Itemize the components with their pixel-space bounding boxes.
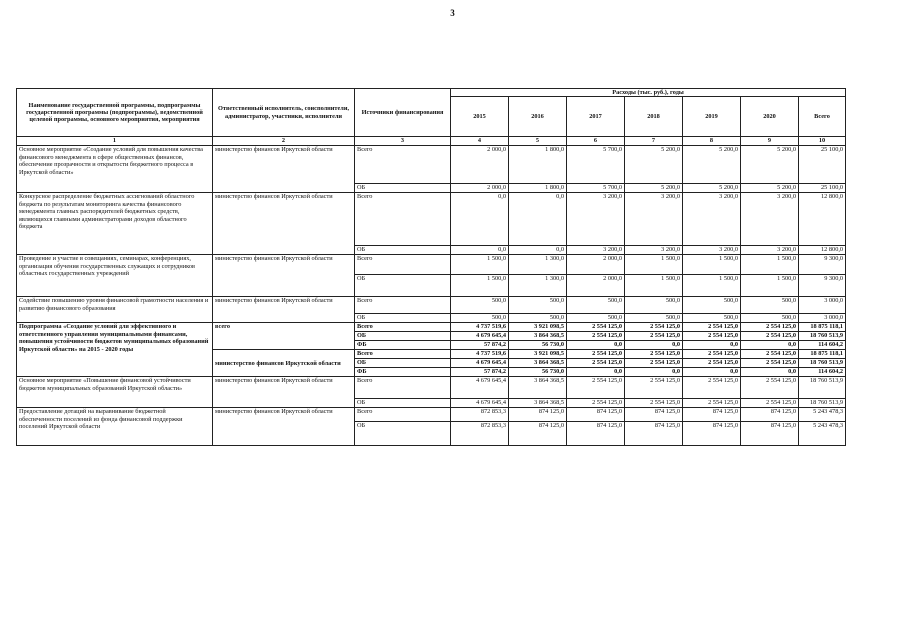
responsible-executor: министерство финансов Иркутской области <box>213 146 355 193</box>
value-cell: 4 679 645,4 <box>451 377 509 399</box>
value-cell: 2 554 125,0 <box>741 359 799 368</box>
value-cell: 874 125,0 <box>683 422 741 446</box>
value-cell: 874 125,0 <box>509 422 567 446</box>
funding-source: ОБ <box>355 399 451 408</box>
value-cell: 2 554 125,0 <box>683 377 741 399</box>
header-responsible: Ответственный исполнитель, соисполнители, администратор, участники, исполнители <box>213 89 355 137</box>
total-cell: 5 243 478,3 <box>799 422 846 446</box>
subprogram-name: Подпрограмма «Создание условий для эффективного и ответственного управления муниципальными финансами, повышения устойчивости бюджетов муниципальных образований Иркутской области» на 2015 - 2020 годы <box>17 323 213 377</box>
total-cell: 114 604,2 <box>799 341 846 350</box>
value-cell: 3 921 098,5 <box>509 350 567 359</box>
value-cell: 2 000,0 <box>567 255 625 275</box>
value-cell: 3 864 368,5 <box>509 332 567 341</box>
value-cell: 1 500,0 <box>741 255 799 275</box>
value-cell: 500,0 <box>567 314 625 323</box>
value-cell: 3 200,0 <box>741 193 799 246</box>
value-cell: 2 554 125,0 <box>683 350 741 359</box>
value-cell: 1 800,0 <box>509 184 567 193</box>
value-cell: 3 200,0 <box>625 193 683 246</box>
funding-source: ОБ <box>355 184 451 193</box>
funding-source: Всего <box>355 146 451 184</box>
value-cell: 500,0 <box>509 314 567 323</box>
value-cell: 0,0 <box>451 193 509 246</box>
value-cell: 2 000,0 <box>567 275 625 297</box>
value-cell: 3 864 368,5 <box>509 359 567 368</box>
column-number: 8 <box>683 137 741 146</box>
column-number: 3 <box>355 137 451 146</box>
responsible-executor: министерство финансов Иркутской области <box>213 297 355 323</box>
column-number: 4 <box>451 137 509 146</box>
column-number: 7 <box>625 137 683 146</box>
subprogram-row <box>17 323 846 332</box>
header-source: Источники финансирования <box>355 89 451 137</box>
column-number: 6 <box>567 137 625 146</box>
value-cell: 0,0 <box>741 341 799 350</box>
value-cell: 5 700,0 <box>567 184 625 193</box>
value-cell: 3 864 368,5 <box>509 399 567 408</box>
activity-name: Предоставление дотаций на выравнивание бюджетной обеспеченности поселений из фонда финансовой поддержки поселений Иркутской области <box>17 408 213 446</box>
value-cell: 5 200,0 <box>625 146 683 184</box>
value-cell: 0,0 <box>625 341 683 350</box>
value-cell: 500,0 <box>567 297 625 314</box>
funding-source: ОБ <box>355 422 451 446</box>
funding-source: ОБ <box>355 332 451 341</box>
column-number: 9 <box>741 137 799 146</box>
funding-source: Всего <box>355 255 451 275</box>
value-cell: 5 700,0 <box>567 146 625 184</box>
total-cell: 9 300,0 <box>799 255 846 275</box>
value-cell: 4 679 645,4 <box>451 399 509 408</box>
value-cell: 56 730,0 <box>509 368 567 377</box>
value-cell: 500,0 <box>509 297 567 314</box>
year-header: 2018 <box>625 97 683 137</box>
value-cell: 1 300,0 <box>509 275 567 297</box>
funding-source: ОБ <box>355 275 451 297</box>
table-row <box>17 297 846 314</box>
value-cell: 2 554 125,0 <box>625 332 683 341</box>
value-cell: 2 554 125,0 <box>741 377 799 399</box>
value-cell: 3 200,0 <box>625 246 683 255</box>
value-cell: 5 200,0 <box>741 146 799 184</box>
funding-source: Всего <box>355 377 451 399</box>
value-cell: 874 125,0 <box>567 408 625 422</box>
activity-name: Основное мероприятие «Создание условий для повышения качества финансового менеджмента в сфере общественных финансов, обеспечение прозрачности и открытости бюджетного процесса в Иркутской области» <box>17 146 213 193</box>
value-cell: 0,0 <box>741 368 799 377</box>
value-cell: 874 125,0 <box>741 408 799 422</box>
value-cell: 4 679 645,4 <box>451 359 509 368</box>
value-cell: 0,0 <box>509 193 567 246</box>
value-cell: 2 554 125,0 <box>625 399 683 408</box>
value-cell: 2 554 125,0 <box>683 399 741 408</box>
value-cell: 2 554 125,0 <box>741 323 799 332</box>
value-cell: 3 200,0 <box>741 246 799 255</box>
value-cell: 500,0 <box>741 297 799 314</box>
activity-name: Проведение и участие в совещаниях, семинарах, конференциях, организация обучения государственных служащих и сотрудников областных государственных учреждений <box>17 255 213 297</box>
table-row <box>17 255 846 275</box>
total-cell: 3 000,0 <box>799 314 846 323</box>
value-cell: 4 737 519,6 <box>451 323 509 332</box>
value-cell: 56 730,0 <box>509 341 567 350</box>
total-cell: 12 800,0 <box>799 193 846 246</box>
value-cell: 5 200,0 <box>683 146 741 184</box>
year-header: 2020 <box>741 97 799 137</box>
value-cell: 57 874,2 <box>451 341 509 350</box>
total-cell: 5 243 478,3 <box>799 408 846 422</box>
value-cell: 2 554 125,0 <box>683 359 741 368</box>
funding-source: ОБ <box>355 246 451 255</box>
total-cell: 18 760 513,9 <box>799 332 846 341</box>
value-cell: 3 200,0 <box>683 246 741 255</box>
responsible-executor: министерство финансов Иркутской области <box>213 377 355 408</box>
funding-source: ФБ <box>355 341 451 350</box>
value-cell: 872 853,3 <box>451 408 509 422</box>
value-cell: 2 000,0 <box>451 184 509 193</box>
total-cell: 114 604,2 <box>799 368 846 377</box>
value-cell: 5 200,0 <box>741 184 799 193</box>
value-cell: 500,0 <box>625 314 683 323</box>
funding-source: Всего <box>355 193 451 246</box>
value-cell: 2 554 125,0 <box>625 377 683 399</box>
value-cell: 3 200,0 <box>567 193 625 246</box>
value-cell: 2 554 125,0 <box>683 323 741 332</box>
responsible-executor: министерство финансов Иркутской области <box>213 408 355 446</box>
year-header: 2016 <box>509 97 567 137</box>
table-row <box>17 408 846 422</box>
value-cell: 874 125,0 <box>625 422 683 446</box>
year-header: 2015 <box>451 97 509 137</box>
value-cell: 2 554 125,0 <box>567 359 625 368</box>
value-cell: 2 554 125,0 <box>625 323 683 332</box>
value-cell: 0,0 <box>509 246 567 255</box>
value-cell: 500,0 <box>683 297 741 314</box>
value-cell: 874 125,0 <box>683 408 741 422</box>
total-cell: 18 760 513,9 <box>799 377 846 399</box>
value-cell: 4 737 519,6 <box>451 350 509 359</box>
value-cell: 874 125,0 <box>509 408 567 422</box>
total-header: Всего <box>799 97 846 137</box>
total-cell: 18 760 513,9 <box>799 359 846 368</box>
value-cell: 2 554 125,0 <box>567 323 625 332</box>
value-cell: 500,0 <box>451 297 509 314</box>
value-cell: 2 554 125,0 <box>683 332 741 341</box>
activity-name: Конкурсное распределение бюджетных ассигнований областного бюджета по результатам мониторинга качества финансового менеджмента главных распорядителей бюджетных средств, являющихся главными администраторами доходов областного бюджета <box>17 193 213 255</box>
value-cell: 0,0 <box>683 341 741 350</box>
column-numbers-row <box>17 137 846 146</box>
value-cell: 500,0 <box>741 314 799 323</box>
value-cell: 1 300,0 <box>509 255 567 275</box>
value-cell: 872 853,3 <box>451 422 509 446</box>
total-cell: 18 875 118,1 <box>799 350 846 359</box>
table-row <box>17 377 846 399</box>
value-cell: 2 554 125,0 <box>741 399 799 408</box>
value-cell: 1 500,0 <box>683 275 741 297</box>
responsible-ministry: министерство финансов Иркутской области <box>213 350 355 377</box>
value-cell: 1 500,0 <box>625 255 683 275</box>
expenses-table <box>16 88 846 446</box>
year-header: 2019 <box>683 97 741 137</box>
funding-source: ОБ <box>355 359 451 368</box>
funding-source: Всего <box>355 350 451 359</box>
header-expenses: Расходы (тыс. руб.), годы <box>451 89 846 97</box>
value-cell: 1 500,0 <box>683 255 741 275</box>
value-cell: 2 554 125,0 <box>741 332 799 341</box>
column-number: 5 <box>509 137 567 146</box>
column-number: 2 <box>213 137 355 146</box>
value-cell: 1 800,0 <box>509 146 567 184</box>
responsible-executor: министерство финансов Иркутской области <box>213 255 355 297</box>
value-cell: 3 921 098,5 <box>509 323 567 332</box>
table-row <box>17 146 846 184</box>
total-cell: 18 875 118,1 <box>799 323 846 332</box>
table-row <box>17 193 846 246</box>
total-cell: 3 000,0 <box>799 297 846 314</box>
value-cell: 3 864 368,5 <box>509 377 567 399</box>
funding-source: ФБ <box>355 368 451 377</box>
funding-source: Всего <box>355 408 451 422</box>
value-cell: 5 200,0 <box>625 184 683 193</box>
responsible-all: всего <box>213 323 355 350</box>
value-cell: 5 200,0 <box>683 184 741 193</box>
value-cell: 1 500,0 <box>741 275 799 297</box>
value-cell: 2 554 125,0 <box>567 350 625 359</box>
column-number: 10 <box>799 137 846 146</box>
value-cell: 2 554 125,0 <box>625 359 683 368</box>
value-cell: 2 000,0 <box>451 146 509 184</box>
funding-source: Всего <box>355 297 451 314</box>
year-header: 2017 <box>567 97 625 137</box>
value-cell: 500,0 <box>683 314 741 323</box>
value-cell: 3 200,0 <box>683 193 741 246</box>
value-cell: 0,0 <box>683 368 741 377</box>
value-cell: 1 500,0 <box>451 255 509 275</box>
total-cell: 12 800,0 <box>799 246 846 255</box>
responsible-executor: министерство финансов Иркутской области <box>213 193 355 255</box>
funding-source: ОБ <box>355 314 451 323</box>
value-cell: 2 554 125,0 <box>741 350 799 359</box>
value-cell: 57 874,2 <box>451 368 509 377</box>
header-name: Наименование государственной программы, подпрограммы государственной программы (подпрограммы), ведомственной целевой программы, основного мероприятия, мероприятия <box>17 89 213 137</box>
activity-name: Содействие повышению уровня финансовой грамотности населения и развитию финансового образования <box>17 297 213 323</box>
value-cell: 0,0 <box>451 246 509 255</box>
value-cell: 0,0 <box>625 368 683 377</box>
total-cell: 9 300,0 <box>799 275 846 297</box>
value-cell: 0,0 <box>567 341 625 350</box>
value-cell: 500,0 <box>451 314 509 323</box>
value-cell: 2 554 125,0 <box>625 350 683 359</box>
value-cell: 1 500,0 <box>625 275 683 297</box>
value-cell: 1 500,0 <box>451 275 509 297</box>
value-cell: 3 200,0 <box>567 246 625 255</box>
activity-name: Основное мероприятие «Повышение финансовой устойчивости бюджетов муниципальных образований Иркутской области» <box>17 377 213 408</box>
value-cell: 0,0 <box>567 368 625 377</box>
value-cell: 874 125,0 <box>567 422 625 446</box>
value-cell: 874 125,0 <box>625 408 683 422</box>
total-cell: 25 100,0 <box>799 184 846 193</box>
funding-source: Всего <box>355 323 451 332</box>
value-cell: 874 125,0 <box>741 422 799 446</box>
page-number: 3 <box>450 8 455 18</box>
total-cell: 25 100,0 <box>799 146 846 184</box>
column-number: 1 <box>17 137 213 146</box>
value-cell: 2 554 125,0 <box>567 377 625 399</box>
total-cell: 18 760 513,9 <box>799 399 846 408</box>
value-cell: 2 554 125,0 <box>567 399 625 408</box>
value-cell: 2 554 125,0 <box>567 332 625 341</box>
value-cell: 500,0 <box>625 297 683 314</box>
value-cell: 4 679 645,4 <box>451 332 509 341</box>
